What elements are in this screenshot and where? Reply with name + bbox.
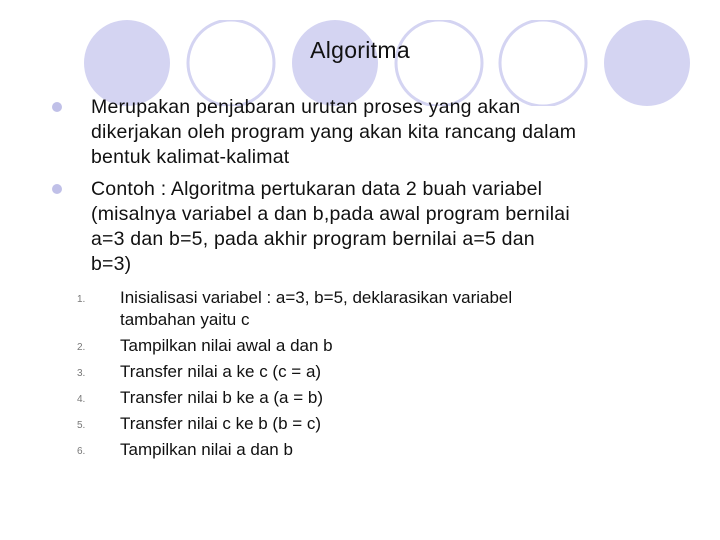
bullet-line: Merupakan penjabaran urutan proses yang akan (91, 96, 521, 118)
bullet-item-2 (91, 177, 691, 277)
bullet-line: a=3 dan b=5, pada akhir program bernilai a=5 dan (91, 228, 535, 250)
bullet-dot-icon (52, 184, 62, 194)
step-item-3 (120, 361, 620, 383)
step-line: tambahan yaitu c (120, 310, 250, 329)
bullet-line: bentuk kalimat-kalimat (91, 146, 290, 168)
slide-title: Algoritma (310, 37, 410, 63)
bullet-item-1 (91, 95, 691, 170)
step-number: 3. (77, 368, 86, 379)
step-item-6 (120, 439, 620, 461)
bullet-line: Contoh : Algoritma pertukaran data 2 buah variabel (91, 178, 543, 200)
step-number: 5. (77, 420, 86, 431)
step-line: Transfer nilai b ke a (a = b) (120, 388, 323, 407)
step-number: 2. (77, 342, 86, 353)
step-line: Tampilkan nilai awal a dan b (120, 336, 333, 355)
step-line: Tampilkan nilai a dan b (120, 440, 293, 459)
step-item-1 (120, 287, 620, 331)
step-number: 1. (77, 294, 86, 305)
step-item-4 (120, 387, 620, 409)
step-line: Inisialisasi variabel : a=3, b=5, deklarasikan variabel (120, 288, 513, 307)
step-item-2 (120, 335, 620, 357)
step-line: Transfer nilai a ke c (c = a) (120, 362, 322, 381)
bullet-line: b=3) (91, 253, 132, 275)
step-line: Transfer nilai c ke b (b = c) (120, 414, 322, 433)
step-item-5 (120, 413, 620, 435)
bullet-line: dikerjakan oleh program yang akan kita rancang dalam (91, 121, 577, 143)
step-number: 6. (77, 446, 86, 457)
bullet-line: (misalnya variabel a dan b,pada awal program bernilai (91, 203, 570, 225)
bullet-dot-icon (52, 102, 62, 112)
step-number: 4. (77, 394, 86, 405)
